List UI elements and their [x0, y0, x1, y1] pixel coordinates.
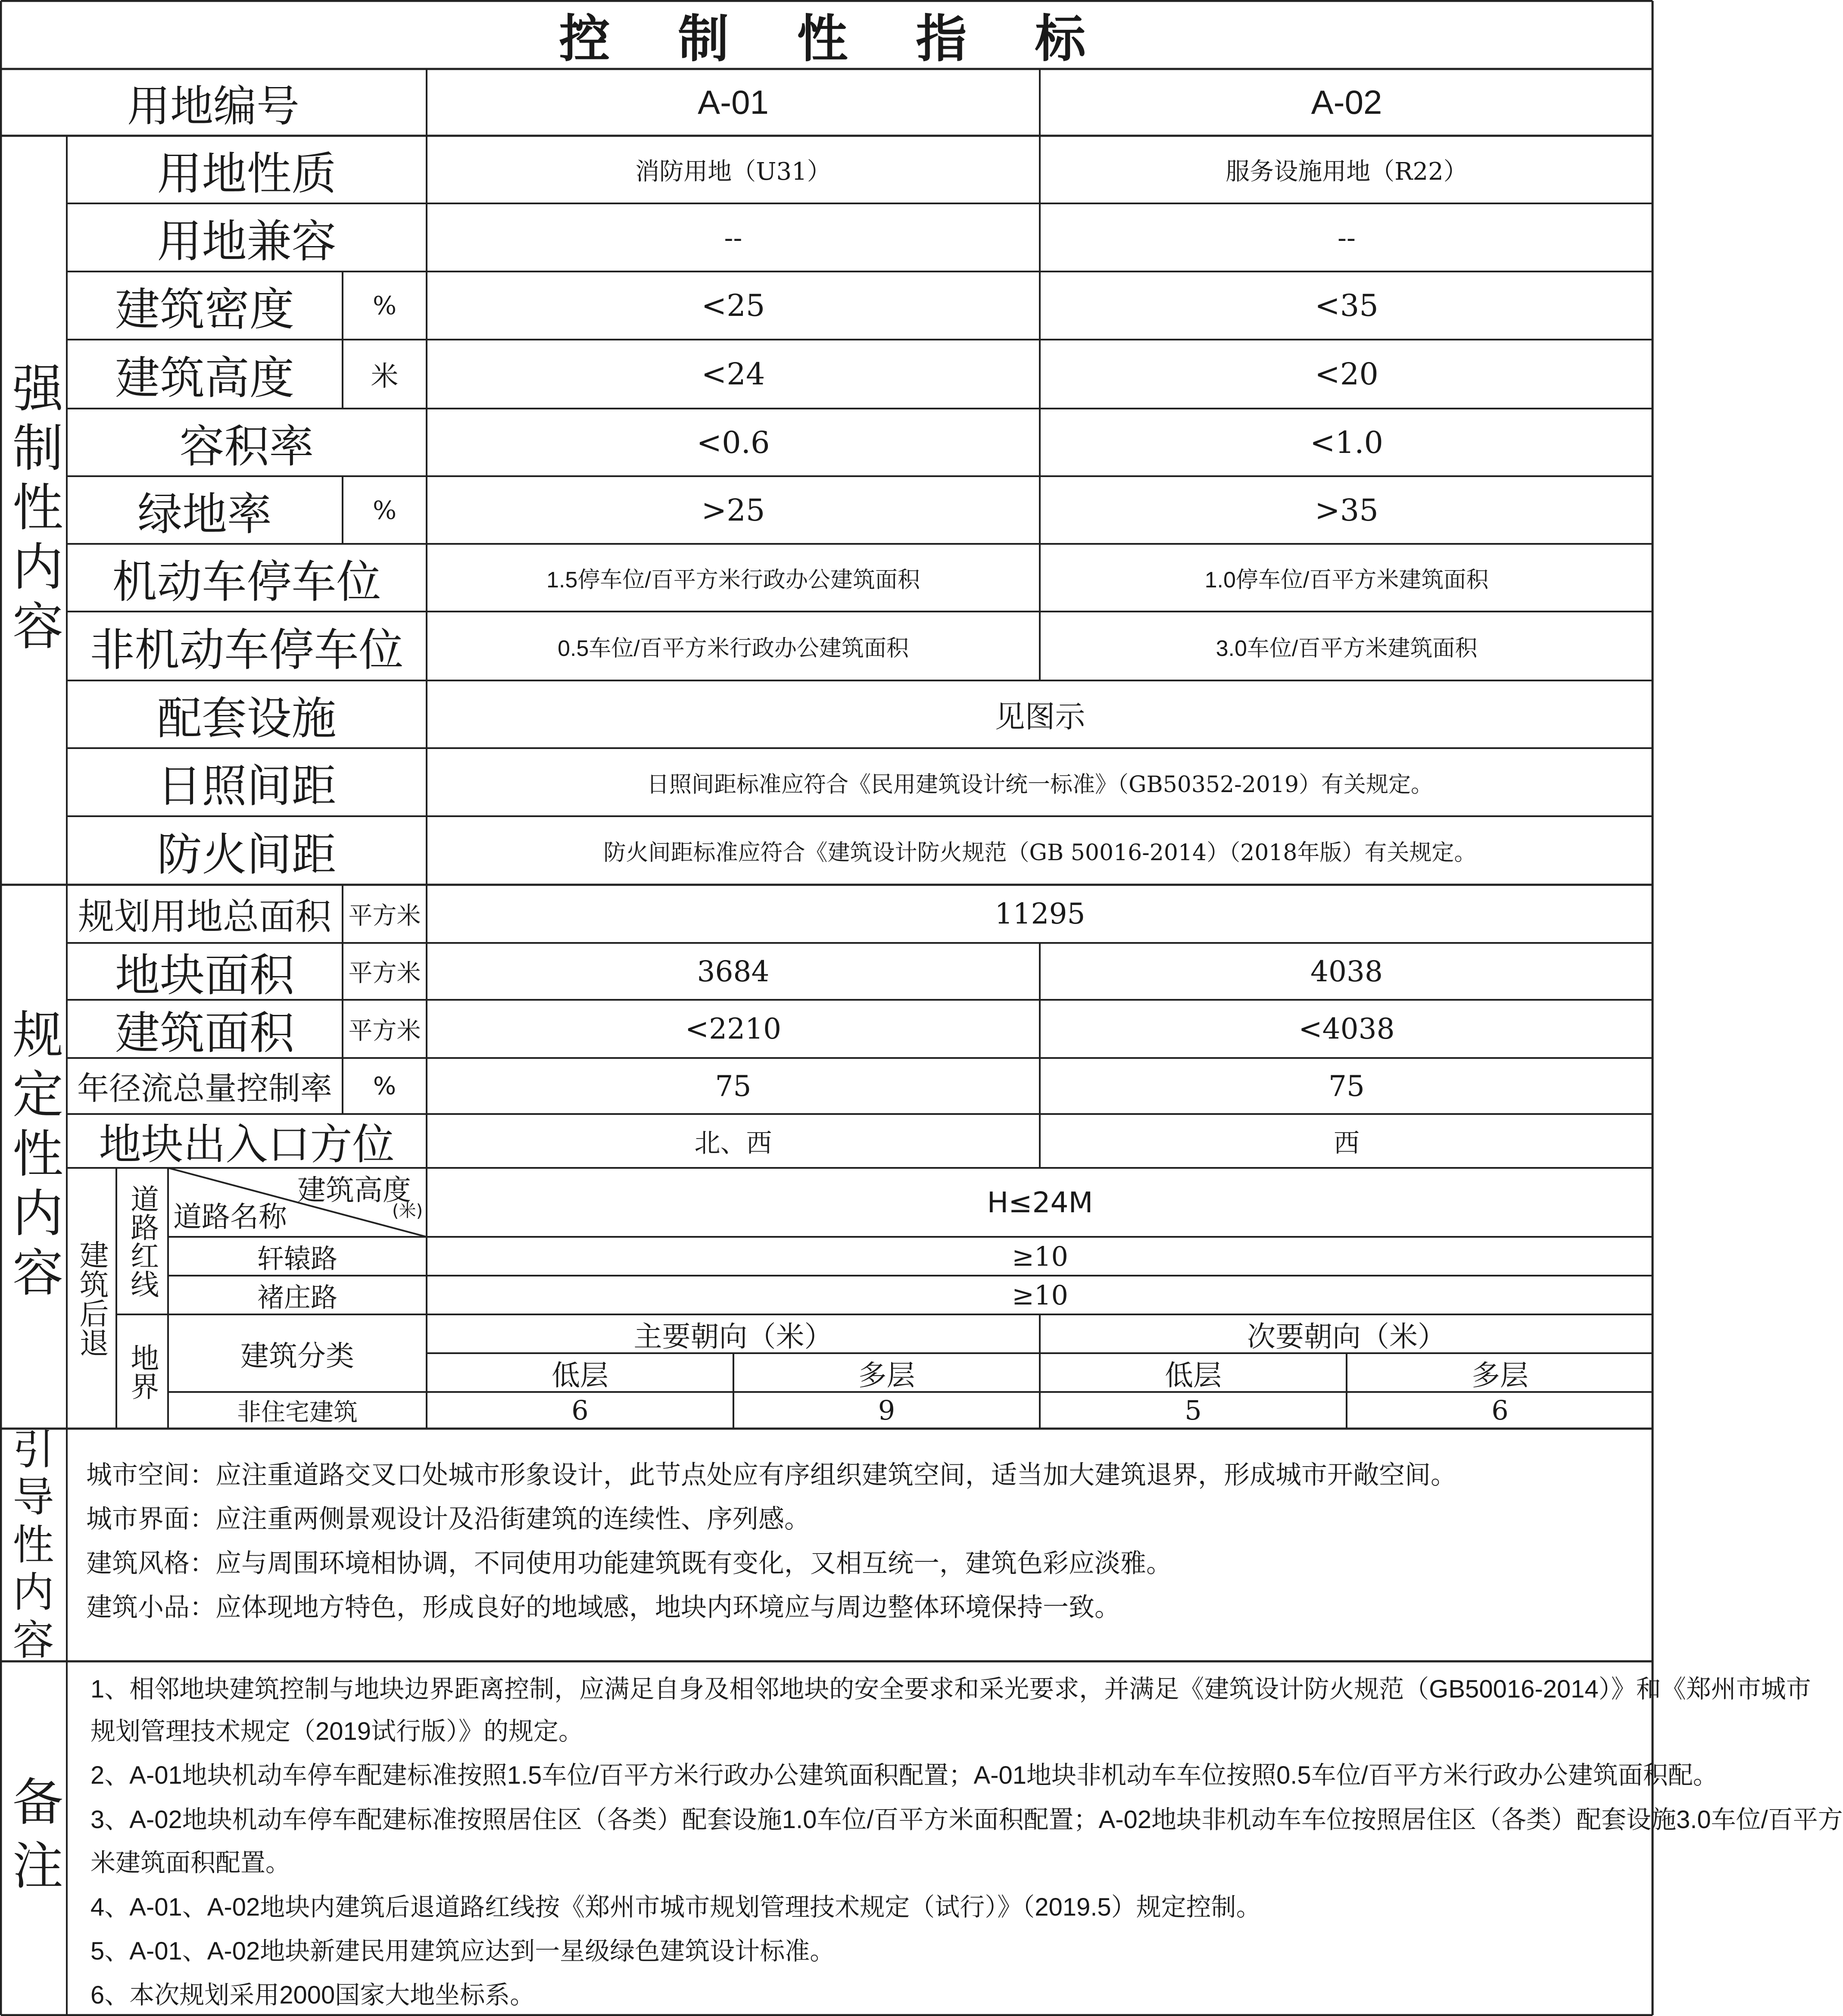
unit-building-height: 米 — [371, 361, 399, 393]
row-label-bicycle-parking: 非机动车停车位 — [90, 624, 404, 676]
road-redline-text: 道路红线 — [125, 1184, 159, 1298]
unit-green-ratio: % — [372, 495, 397, 525]
row-label-green-ratio: 绿地率 — [137, 487, 272, 540]
row-label-fire-spacing: 防火间距 — [157, 828, 337, 881]
a02-runoff-control: 75 — [1328, 1069, 1365, 1103]
row-label-land-use: 用地性质 — [157, 147, 337, 200]
secondary-low-header: 低层 — [1165, 1358, 1222, 1392]
a02-parcel-area: 4038 — [1310, 955, 1383, 988]
remark-line-8: 6、本次规划采用2000国家大地坐标系。 — [90, 1981, 535, 2009]
row-label-compatibility: 用地兼容 — [157, 215, 337, 268]
facilities-value: 见图示 — [995, 699, 1085, 734]
row-label-floor-area-ratio: 容积率 — [179, 420, 314, 473]
unit-building-density: % — [372, 291, 397, 320]
a02-compatibility: -- — [1338, 222, 1356, 253]
boundary-label-text: 地界 — [125, 1343, 159, 1400]
regulatory-group-label — [0, 885, 67, 1429]
a02-building-height: <20 — [1315, 356, 1378, 392]
row-label-entrance-orientation: 地块出入口方位 — [99, 1120, 395, 1169]
a02-floor-area-ratio: <1.0 — [1310, 424, 1383, 460]
building-class-header: 建筑分类 — [240, 1339, 354, 1373]
primary-orientation-header: 主要朝向（米） — [633, 1320, 833, 1353]
fire-spacing-value: 防火间距标准应符合《建筑设计防火规范（GB 50016-2014）（2018年版）有关规定。 — [603, 840, 1477, 866]
road-name-xuanyuan: 轩辕路 — [257, 1242, 337, 1274]
unit-total-area: 平方米 — [348, 902, 421, 930]
a01-land-use: 消防用地（U31） — [635, 157, 831, 186]
regulatory-group-text: 规定性内容 — [3, 1008, 63, 1305]
a01-bicycle-parking: 0.5车位/百平方米行政办公建筑面积 — [558, 636, 909, 661]
non-residential-secondary-low: 5 — [1185, 1395, 1202, 1426]
primary-low-header: 低层 — [552, 1358, 608, 1392]
a01-parcel-area: 3684 — [697, 955, 770, 988]
mandatory-group-label — [0, 136, 67, 885]
parcel-a02-header: A-02 — [1311, 83, 1382, 121]
a01-building-density: <25 — [701, 288, 765, 323]
total-area-value: 11295 — [995, 897, 1085, 930]
remark-line-4: 3、A-02地块机动车停车配建标准按照居住区（各类）配套设施1.0车位/百平方米面积配置；A-02地块非机动车车位按照居住区（各类）配套设施3.0车位/百平方 — [90, 1806, 1843, 1834]
row-label-facilities: 配套设施 — [157, 692, 337, 745]
a02-motor-parking: 1.0停车位/百平方米建筑面积 — [1204, 568, 1489, 593]
a01-floor-area-ratio: <0.6 — [696, 424, 770, 460]
a01-compatibility: -- — [724, 222, 742, 253]
a01-green-ratio: >25 — [701, 492, 765, 528]
road-name-chuzhuang: 褚庄路 — [257, 1281, 337, 1313]
guidance-line-3: 建筑风格：应与周围环境相协调，不同使用功能建筑既有变化，又相互统一，建筑色彩应淡雅。 — [86, 1548, 1172, 1579]
remark-line-1: 1、相邻地块建筑控制与地块边界距离控制，应满足自身及相邻地块的安全要求和采光要求，并满足《建筑设计防火规范（GB50016-2014）》和《郑州市城市 — [90, 1675, 1811, 1703]
remarks-group-label — [0, 1661, 67, 2016]
a01-building-area: <2210 — [685, 1012, 782, 1045]
road-setback-chuzhuang: ≥10 — [1012, 1279, 1068, 1311]
road-setback-xuanyuan: ≥10 — [1012, 1240, 1068, 1272]
guidance-line-4: 建筑小品：应体现地方特色，形成良好的地域感，地块内环境应与周边整体环境保持一致。 — [86, 1592, 1120, 1623]
row-label-runoff-control: 年径流总量控制率 — [77, 1070, 332, 1107]
non-residential-secondary-multi: 6 — [1491, 1395, 1509, 1426]
sunlight-spacing-value: 日照间距标准应符合《民用建筑设计统一标准》（GB50352-2019）有关规定。 — [646, 771, 1434, 798]
non-residential-label: 非住宅建筑 — [237, 1398, 358, 1426]
non-residential-primary-low: 6 — [571, 1395, 589, 1426]
remark-line-7: 5、A-01、A-02地块新建民用建筑应达到一星级绿色建筑设计标准。 — [90, 1937, 835, 1965]
non-residential-primary-multi: 9 — [878, 1395, 895, 1426]
remark-line-6: 4、A-01、A-02地块内建筑后退道路红线按《郑州市城市规划管理技术规定（试行）》（2019.5）规定控制。 — [90, 1893, 1261, 1921]
a02-bicycle-parking: 3.0车位/百平方米建筑面积 — [1216, 636, 1478, 661]
remark-line-5: 米建筑面积配置。 — [90, 1849, 291, 1877]
secondary-multi-header: 多层 — [1472, 1358, 1528, 1392]
diag-road-name-label: 道路名称 — [173, 1200, 287, 1233]
guidance-line-1: 城市空间：应注重道路交叉口处城市形象设计，此节点处应有序组织建筑空间，适当加大建筑退界，形成城市开敞空间。 — [86, 1460, 1456, 1490]
road-redline-label — [116, 1168, 168, 1314]
guidance-line-2: 城市界面：应注重两侧景观设计及沿街建筑的连续性、序列感。 — [86, 1504, 810, 1534]
primary-multi-header: 多层 — [858, 1358, 915, 1392]
row-label-building-height: 建筑高度 — [115, 352, 294, 404]
height-limit-header: H≤24M — [987, 1186, 1093, 1219]
parcel-a01-header: A-01 — [698, 83, 769, 121]
a02-land-use: 服务设施用地（R22） — [1226, 157, 1468, 186]
a01-motor-parking: 1.5停车位/百平方米行政办公建筑面积 — [546, 568, 920, 593]
unit-parcel-area: 平方米 — [348, 959, 421, 987]
a01-entrance-orientation: 北、西 — [694, 1128, 772, 1158]
unit-runoff-control: % — [373, 1072, 396, 1100]
secondary-orientation-header: 次要朝向（米） — [1247, 1320, 1446, 1353]
unit-building-area: 平方米 — [348, 1017, 421, 1045]
mandatory-group-text: 强制性内容 — [3, 362, 63, 659]
row-label-parcel-area: 地块面积 — [115, 949, 294, 1002]
setback-label-text: 建筑后退 — [75, 1239, 109, 1357]
remark-line-3: 2、A-01地块机动车停车配建标准按照1.5车位/百平方米行政办公建筑面积配置；A-01地块非机动车车位按照0.5车位/百平方米行政办公建筑面积配。 — [90, 1761, 1718, 1789]
a02-entrance-orientation: 西 — [1334, 1128, 1360, 1158]
parcel-number-label: 用地编号 — [127, 81, 299, 131]
a02-building-density: <35 — [1315, 288, 1378, 323]
a01-runoff-control: 75 — [715, 1069, 752, 1103]
diag-height-label: 建筑高度 — [297, 1173, 411, 1207]
row-label-motor-parking: 机动车停车位 — [112, 555, 381, 608]
a01-building-height: <24 — [701, 356, 765, 392]
a02-building-area: <4038 — [1298, 1012, 1395, 1045]
remarks-group-text: 备注 — [3, 1775, 63, 1903]
remark-line-2: 规划管理技术规定（2019试行版）》的规定。 — [90, 1717, 584, 1745]
row-label-sunlight-spacing: 日照间距 — [157, 760, 337, 812]
setback-label — [67, 1168, 116, 1429]
row-label-building-density: 建筑密度 — [115, 283, 294, 336]
row-label-building-area: 建筑面积 — [115, 1006, 294, 1059]
guidance-group-label — [0, 1426, 67, 1664]
row-label-total-area: 规划用地总面积 — [78, 896, 331, 938]
a02-green-ratio: >35 — [1315, 492, 1378, 528]
boundary-label — [116, 1314, 168, 1429]
sheet-title: 控 制 性 指 标 — [559, 9, 1095, 69]
guidance-group-text: 引导性内容 — [12, 1426, 54, 1664]
diag-height-unit: (米) — [392, 1201, 423, 1221]
